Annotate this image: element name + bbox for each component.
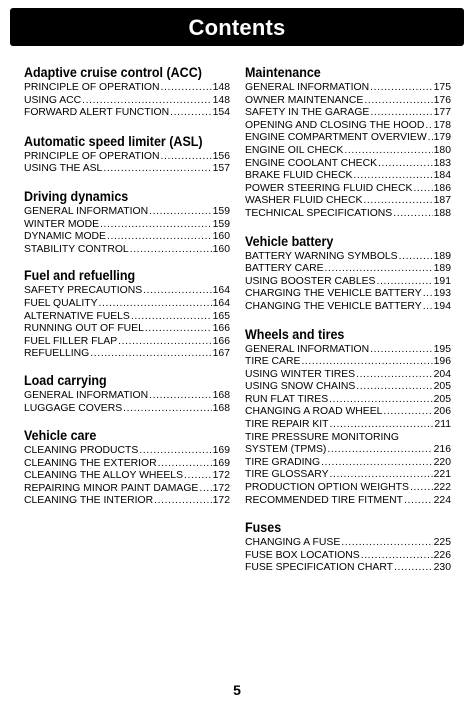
toc-entry[interactable] bbox=[245, 158, 451, 171]
entry-page-number: 169 bbox=[212, 445, 230, 457]
entry-label: RUN FLAT TIRES bbox=[245, 393, 329, 405]
entry-label: ALTERNATIVE FUELS bbox=[24, 310, 130, 322]
dot-leader bbox=[363, 195, 432, 208]
entry-page-number: 196 bbox=[433, 356, 451, 368]
dot-leader bbox=[423, 301, 433, 314]
entry-label: GENERAL INFORMATION bbox=[24, 205, 149, 217]
dot-leader bbox=[370, 107, 432, 120]
toc-entry[interactable] bbox=[245, 120, 451, 133]
entry-label: ENGINE OIL CHECK bbox=[245, 144, 344, 156]
entry-page-number: 160 bbox=[212, 243, 230, 255]
section-heading: Fuses bbox=[245, 520, 282, 536]
entry-label: USING THE ASL bbox=[24, 163, 103, 175]
entry-page-number: 148 bbox=[212, 94, 230, 106]
entry-page-number: 220 bbox=[433, 456, 451, 468]
entry-label: GENERAL INFORMATION bbox=[245, 82, 370, 93]
dot-leader bbox=[118, 336, 211, 349]
entry-label: CLEANING PRODUCTS bbox=[24, 445, 139, 457]
entry-label: CHANGING A FUSE bbox=[245, 537, 341, 549]
toc-entry[interactable] bbox=[24, 348, 230, 361]
dot-leader bbox=[330, 419, 434, 432]
dot-leader bbox=[344, 145, 432, 158]
entry-label: BATTERY WARNING SYMBOLS bbox=[245, 250, 398, 262]
entry-label: REPAIRING MINOR PAINT DAMAGE bbox=[24, 482, 199, 494]
dot-leader bbox=[428, 132, 433, 145]
entry-label: TIRE PRESSURE MONITORING bbox=[245, 431, 399, 443]
dot-leader bbox=[393, 208, 432, 221]
dot-leader bbox=[103, 163, 211, 176]
toc-left-column bbox=[24, 64, 230, 508]
dot-leader bbox=[383, 406, 432, 419]
dot-leader bbox=[321, 457, 433, 470]
entry-label: CHARGING THE VEHICLE BATTERY bbox=[245, 288, 422, 300]
toc-entry[interactable] bbox=[245, 562, 451, 575]
toc-entry[interactable] bbox=[245, 288, 451, 301]
dot-leader bbox=[425, 120, 432, 133]
toc-section-adaptive-cruise-control-acc bbox=[24, 64, 230, 120]
toc-entry[interactable] bbox=[24, 403, 230, 416]
dot-leader bbox=[413, 183, 432, 196]
section-heading: Adaptive cruise control (ACC) bbox=[24, 65, 202, 80]
dot-leader bbox=[158, 458, 212, 471]
toc-entry[interactable] bbox=[245, 406, 451, 419]
entry-page-number: 154 bbox=[212, 107, 230, 119]
toc-entry[interactable] bbox=[24, 445, 230, 458]
toc-section-fuses bbox=[245, 519, 451, 575]
entry-page-number: 191 bbox=[433, 275, 451, 287]
entry-page-number: 206 bbox=[433, 406, 451, 418]
entry-label: USING SNOW CHAINS bbox=[245, 381, 356, 393]
entry-page-number: 167 bbox=[212, 348, 230, 360]
entry-label: GENERAL INFORMATION bbox=[24, 389, 149, 401]
entry-label: LUGGAGE COVERS bbox=[24, 402, 123, 414]
dot-leader bbox=[370, 82, 433, 95]
dot-leader bbox=[170, 107, 212, 120]
entry-label: USING BOOSTER CABLES bbox=[245, 275, 376, 287]
entry-page-number: 222 bbox=[433, 482, 451, 494]
dot-leader bbox=[356, 369, 433, 382]
entry-page-number: 188 bbox=[433, 207, 451, 219]
entry-page-number: 180 bbox=[433, 144, 451, 156]
entry-label: WASHER FLUID CHECK bbox=[245, 195, 363, 207]
entry-label: CLEANING THE EXTERIOR bbox=[24, 457, 157, 469]
entry-page-number: 164 bbox=[212, 285, 230, 297]
entry-page-number: 166 bbox=[212, 323, 230, 335]
page-title: Contents bbox=[188, 15, 286, 40]
dot-leader bbox=[99, 298, 212, 311]
toc-entry[interactable] bbox=[245, 107, 451, 120]
dot-leader bbox=[90, 348, 211, 361]
toc-entry[interactable] bbox=[24, 483, 230, 496]
dot-leader bbox=[149, 390, 212, 403]
entry-page-number: 195 bbox=[433, 343, 451, 355]
section-heading: Fuel and refuelling bbox=[24, 268, 136, 284]
entry-page-number: 164 bbox=[212, 297, 230, 309]
entry-page-number: 175 bbox=[433, 82, 451, 93]
entry-label: POWER STEERING FLUID CHECK bbox=[245, 182, 413, 194]
dot-leader bbox=[410, 482, 433, 495]
toc-entry[interactable] bbox=[245, 550, 451, 563]
toc-entry[interactable] bbox=[245, 208, 451, 221]
section-heading: Load carrying bbox=[24, 372, 107, 388]
toc-entry[interactable] bbox=[24, 82, 230, 95]
toc-entry[interactable] bbox=[245, 95, 451, 108]
entry-page-number: 160 bbox=[212, 231, 230, 243]
entry-label: FUEL FILLER FLAP bbox=[24, 335, 118, 347]
toc-section-maintenance bbox=[245, 64, 451, 221]
dot-leader bbox=[356, 381, 432, 394]
toc-entry[interactable] bbox=[245, 301, 451, 314]
toc-entry[interactable] bbox=[24, 285, 230, 298]
entry-label: CLEANING THE INTERIOR bbox=[24, 495, 154, 507]
section-heading: Maintenance bbox=[245, 65, 321, 80]
toc-entry[interactable] bbox=[24, 458, 230, 471]
entry-page-number: 186 bbox=[433, 182, 451, 194]
entry-label: ENGINE COOLANT CHECK bbox=[245, 157, 378, 169]
entry-page-number: 157 bbox=[212, 163, 230, 175]
entry-page-number: 156 bbox=[212, 150, 230, 162]
toc-section-driving-dynamics bbox=[24, 188, 230, 256]
entry-label: FORWARD ALERT FUNCTION bbox=[24, 107, 170, 119]
entry-label: TIRE CARE bbox=[245, 356, 301, 368]
dot-leader bbox=[364, 95, 432, 108]
toc-entry[interactable] bbox=[24, 219, 230, 232]
toc-entry[interactable] bbox=[24, 298, 230, 311]
toc-entry[interactable] bbox=[245, 444, 451, 457]
entry-label: DYNAMIC MODE bbox=[24, 231, 106, 243]
toc-entry[interactable] bbox=[245, 276, 451, 289]
entry-page-number: 230 bbox=[433, 562, 451, 574]
dot-leader bbox=[160, 151, 211, 164]
toc-entry[interactable] bbox=[24, 336, 230, 349]
entry-label: PRINCIPLE OF OPERATION bbox=[24, 150, 160, 162]
toc-entry[interactable] bbox=[24, 206, 230, 219]
entry-page-number: 211 bbox=[434, 419, 451, 431]
entry-label: GENERAL INFORMATION bbox=[245, 343, 370, 355]
dot-leader bbox=[378, 158, 433, 171]
entry-label: CLEANING THE ALLOY WHEELS bbox=[24, 470, 183, 482]
toc-entry[interactable] bbox=[245, 195, 451, 208]
toc-entry[interactable] bbox=[24, 311, 230, 324]
toc-entry[interactable] bbox=[245, 381, 451, 394]
entry-label: SYSTEM (TPMS) bbox=[245, 444, 327, 456]
dot-leader bbox=[184, 470, 212, 483]
entry-page-number: 176 bbox=[433, 94, 451, 106]
dot-leader bbox=[123, 403, 211, 416]
entry-page-number: 168 bbox=[212, 389, 230, 401]
dot-leader bbox=[100, 219, 212, 232]
dot-leader bbox=[423, 288, 433, 301]
entry-page-number: 172 bbox=[212, 482, 230, 494]
entry-label: OWNER MAINTENANCE bbox=[245, 94, 364, 106]
entry-page-number: 205 bbox=[433, 381, 451, 393]
section-heading: Automatic speed limiter (ASL) bbox=[24, 133, 203, 149]
toc-entry[interactable] bbox=[24, 151, 230, 164]
dot-leader bbox=[130, 244, 212, 257]
dot-leader bbox=[154, 495, 212, 508]
dot-leader bbox=[82, 95, 211, 108]
toc-entry[interactable] bbox=[245, 263, 451, 276]
entry-page-number: 184 bbox=[433, 170, 451, 182]
toc-entry[interactable] bbox=[245, 419, 451, 432]
toc-section-vehicle-care bbox=[24, 427, 230, 508]
entry-page-number: 221 bbox=[433, 469, 451, 481]
entry-label: USING WINTER TIRES bbox=[245, 368, 356, 380]
toc-entry[interactable] bbox=[24, 244, 230, 257]
toc-entry[interactable] bbox=[245, 482, 451, 495]
toc-entry[interactable] bbox=[245, 457, 451, 470]
page-number: 5 bbox=[233, 682, 241, 698]
toc-entry[interactable] bbox=[24, 390, 230, 403]
entry-label: REFUELLING bbox=[24, 348, 90, 360]
entry-page-number: 204 bbox=[433, 368, 451, 380]
dot-leader bbox=[361, 550, 433, 563]
toc-entry[interactable] bbox=[245, 356, 451, 369]
dot-leader bbox=[370, 344, 433, 357]
dot-leader bbox=[301, 356, 432, 369]
entry-page-number: 169 bbox=[212, 457, 230, 469]
toc-entry[interactable] bbox=[245, 369, 451, 382]
toc-entry[interactable] bbox=[245, 394, 451, 407]
entry-page-number: 168 bbox=[212, 402, 230, 414]
toc-section-vehicle-battery bbox=[245, 233, 451, 314]
toc-entry[interactable] bbox=[24, 495, 230, 508]
toc-entry[interactable] bbox=[245, 495, 451, 508]
toc-entry[interactable] bbox=[24, 231, 230, 244]
entry-label: TECHNICAL SPECIFICATIONS bbox=[245, 207, 393, 219]
entry-label: OPENING AND CLOSING THE HOOD bbox=[245, 119, 425, 131]
dot-leader bbox=[145, 323, 212, 336]
entry-label: BATTERY CARE bbox=[245, 263, 324, 275]
entry-page-number: 159 bbox=[212, 205, 230, 217]
dot-leader bbox=[330, 469, 433, 482]
dot-leader bbox=[107, 231, 212, 244]
entry-page-number: 189 bbox=[433, 263, 451, 275]
entry-page-number: 148 bbox=[212, 82, 230, 93]
contents-header bbox=[10, 8, 464, 46]
toc-entry[interactable] bbox=[245, 145, 451, 158]
entry-label: PRINCIPLE OF OPERATION bbox=[24, 82, 160, 93]
toc-entry[interactable] bbox=[24, 470, 230, 483]
entry-page-number: 205 bbox=[433, 393, 451, 405]
toc-entry[interactable] bbox=[245, 170, 451, 183]
toc-entry[interactable] bbox=[24, 163, 230, 176]
toc-entry[interactable] bbox=[24, 107, 230, 120]
toc-entry[interactable] bbox=[245, 132, 451, 145]
dot-leader bbox=[404, 495, 433, 508]
entry-label: CHANGING A ROAD WHEEL bbox=[245, 406, 383, 418]
entry-label: RUNNING OUT OF FUEL bbox=[24, 323, 144, 335]
entry-page-number: 189 bbox=[433, 250, 451, 262]
section-heading: Wheels and tires bbox=[245, 326, 345, 342]
entry-page-number: 178 bbox=[433, 119, 451, 131]
entry-label: WINTER MODE bbox=[24, 218, 100, 230]
entry-page-number: 194 bbox=[433, 300, 451, 312]
dot-leader bbox=[139, 445, 211, 458]
dot-leader bbox=[160, 82, 211, 95]
entry-page-number: 183 bbox=[433, 157, 451, 169]
dot-leader bbox=[394, 562, 433, 575]
toc-entry[interactable] bbox=[24, 95, 230, 108]
dot-leader bbox=[399, 251, 433, 264]
dot-leader bbox=[341, 537, 432, 550]
entry-label: TIRE GLOSSARY bbox=[245, 469, 329, 481]
entry-page-number: 172 bbox=[212, 495, 230, 507]
dot-leader bbox=[327, 444, 432, 457]
toc-entry[interactable] bbox=[245, 537, 451, 550]
entry-label: STABILITY CONTROL bbox=[24, 243, 129, 255]
dot-leader bbox=[149, 206, 212, 219]
entry-label: BRAKE FLUID CHECK bbox=[245, 170, 353, 182]
entry-page-number: 225 bbox=[433, 537, 451, 549]
section-heading: Vehicle battery bbox=[245, 233, 334, 249]
toc-entry[interactable] bbox=[245, 82, 451, 95]
entry-page-number: 187 bbox=[433, 195, 451, 207]
entry-label: PRODUCTION OPTION WEIGHTS bbox=[245, 482, 409, 494]
toc-entry[interactable] bbox=[245, 183, 451, 196]
entry-label: SAFETY PRECAUTIONS bbox=[24, 285, 143, 297]
toc-section-wheels-and-tires bbox=[245, 326, 451, 508]
entry-label: FUSE BOX LOCATIONS bbox=[245, 549, 360, 561]
entry-page-number: 165 bbox=[212, 310, 230, 322]
entry-page-number: 193 bbox=[433, 288, 451, 300]
entry-label: FUSE SPECIFICATION CHART bbox=[245, 562, 393, 574]
entry-page-number: 224 bbox=[433, 494, 451, 506]
toc-entry[interactable] bbox=[245, 344, 451, 357]
entry-page-number: 172 bbox=[212, 470, 230, 482]
dot-leader bbox=[131, 311, 212, 324]
toc-section-load-carrying bbox=[24, 372, 230, 415]
dot-leader bbox=[143, 285, 211, 298]
dot-leader bbox=[325, 263, 433, 276]
toc-entry[interactable] bbox=[24, 323, 230, 336]
entry-label: ENGINE COMPARTMENT OVERVIEW bbox=[245, 132, 427, 144]
toc-entry[interactable] bbox=[245, 432, 451, 445]
toc-section-automatic-speed-limiter-asl bbox=[24, 133, 230, 176]
entry-page-number: 166 bbox=[212, 335, 230, 347]
entry-label: TIRE GRADING bbox=[245, 456, 321, 468]
entry-page-number: 159 bbox=[212, 218, 230, 230]
entry-label: SAFETY IN THE GARAGE bbox=[245, 107, 370, 119]
toc-entry[interactable] bbox=[245, 469, 451, 482]
entry-page-number: 216 bbox=[433, 444, 451, 456]
dot-leader bbox=[353, 170, 432, 183]
entry-page-number: 226 bbox=[433, 549, 451, 561]
toc-entry[interactable] bbox=[245, 251, 451, 264]
entry-label: CHANGING THE VEHICLE BATTERY bbox=[245, 300, 422, 312]
entry-label: FUEL QUALITY bbox=[24, 297, 98, 309]
toc-right-column bbox=[245, 64, 451, 575]
section-heading: Vehicle care bbox=[24, 428, 97, 444]
entry-page-number: 177 bbox=[433, 107, 451, 119]
entry-page-number: 179 bbox=[433, 132, 451, 144]
entry-label: USING ACC bbox=[24, 94, 82, 106]
entry-label: TIRE REPAIR KIT bbox=[245, 419, 329, 431]
entry-label: RECOMMENDED TIRE FITMENT bbox=[245, 494, 403, 506]
dot-leader bbox=[329, 394, 433, 407]
dot-leader bbox=[199, 483, 211, 496]
dot-leader bbox=[377, 276, 433, 289]
toc-section-fuel-and-refuelling bbox=[24, 267, 230, 361]
section-heading: Driving dynamics bbox=[24, 188, 129, 204]
